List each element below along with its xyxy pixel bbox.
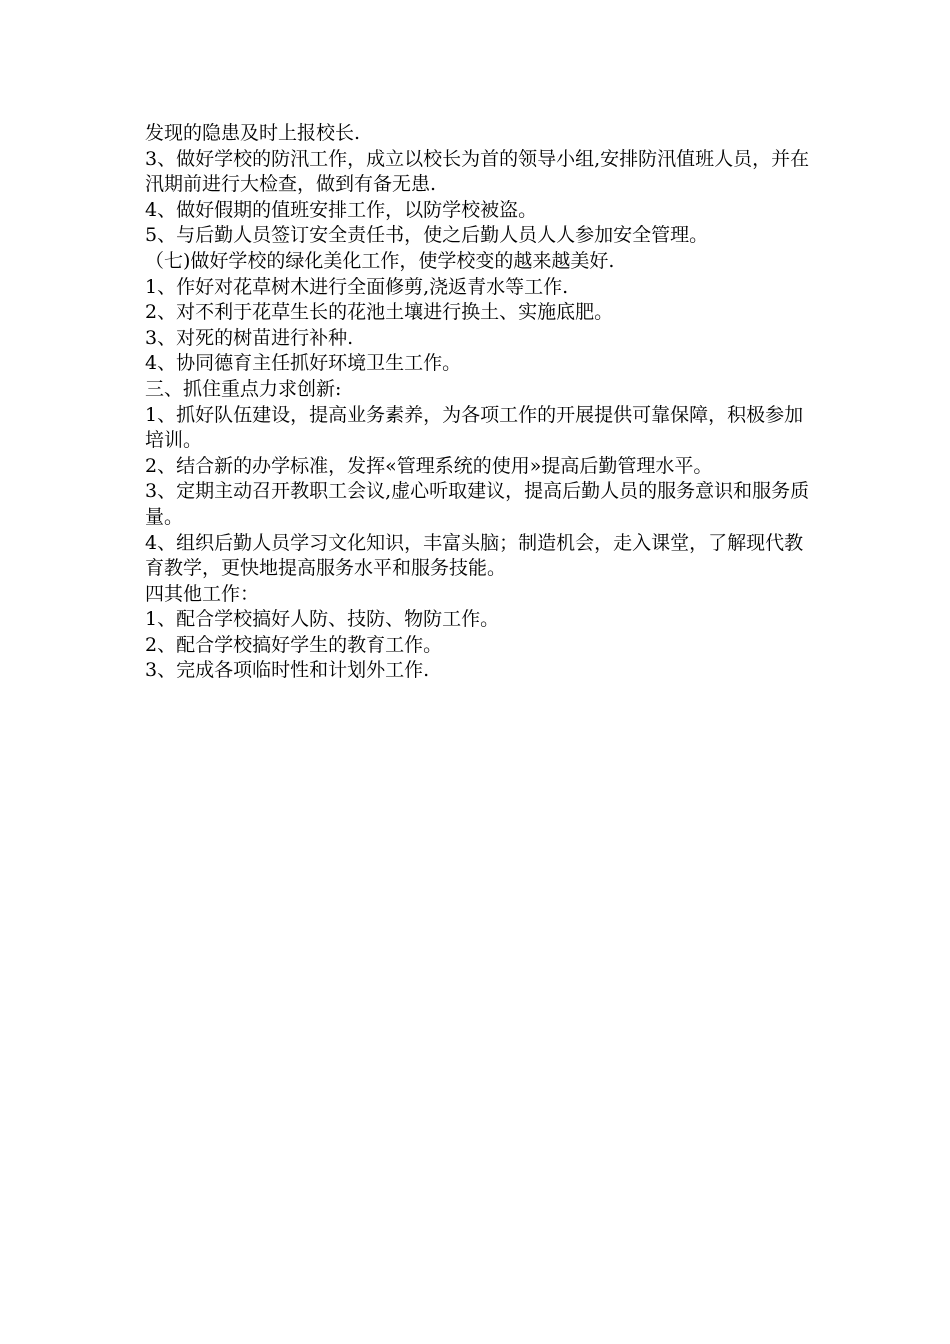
paragraph-line: 1、配合学校搞好人防、技防、物防工作。 — [145, 608, 500, 631]
paragraph-line: 1、抓好队伍建设，提高业务素养，为各项工作的开展提供可靠保障，积极参加培训。 — [145, 403, 804, 452]
section-heading: （七)做好学校的绿化美化工作，使学校变的越来越美好. — [145, 249, 615, 272]
paragraph-line: 3、做好学校的防汛工作，成立以校长为首的领导小组,安排防汛值班人员，并在汛期前进行大检查，做到有备无患. — [145, 147, 810, 196]
paragraph-line: 3、定期主动召开教职工会议,虚心听取建议，提高后勤人员的服务意识和服务质量。 — [145, 480, 810, 528]
paragraph-line: 4、组织后勤人员学习文化知识，丰富头脑；制造机会，走入课堂，了解现代教育教学，更快地提高服务水平和服务技能。 — [145, 531, 804, 580]
section-heading: 四其他工作： — [145, 582, 260, 605]
paragraph-line: 2、对不利于花草生长的花池土壤进行换土、实施底肥。 — [145, 301, 614, 324]
paragraph-line: 1、作好对花草树木进行全面修剪,浇返青水等工作. — [145, 275, 569, 298]
paragraph-line: 2、结合新的办学标准，发挥«管理系统的使用»提高后勤管理水平。 — [145, 454, 713, 477]
paragraph-line: 发现的隐患及时上报校长. — [145, 122, 361, 144]
paragraph-line: 4、做好假期的值班安排工作，以防学校被盗。 — [145, 198, 538, 221]
section-heading: 三、抓住重点力求创新: — [145, 377, 342, 400]
paragraph-line: 3、完成各项临时性和计划外工作. — [145, 659, 430, 682]
paragraph-line: 3、对死的树苗进行补种. — [145, 326, 354, 349]
paragraph-line: 2、配合学校搞好学生的教育工作。 — [145, 633, 443, 656]
paragraph-line: 4、协同德育主任抓好环境卫生工作。 — [145, 352, 462, 375]
paragraph-line: 5、与后勤人员签订安全责任书，使之后勤人员人人参加安全管理。 — [145, 224, 709, 247]
document-body — [145, 121, 815, 684]
